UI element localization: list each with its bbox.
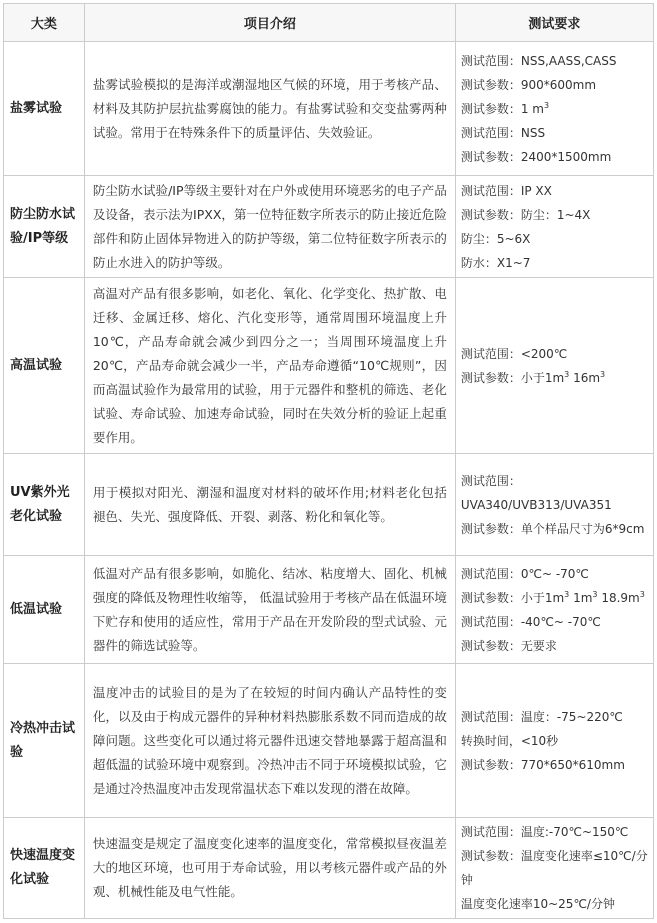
row-category: 冷热冲击试验 [4,664,85,818]
req-line: 测试范围：UVA340/UVB313/UVA351 [460,473,612,512]
table-header-row [4,4,654,42]
req-line: 测试参数：770*650*610mm [460,757,625,772]
table-row [4,556,654,664]
row-requirements [455,664,653,818]
req-line: 测试参数：防尘：1~4X [460,207,591,222]
req-line: 温度变化速率10~25℃/分钟 [460,897,615,911]
table-row [4,818,654,919]
req-line: 测试范围：0℃~ -70℃ [460,566,589,581]
req-line: 测试参数：2400*1500mm [460,149,612,164]
req-line: 测试参数：900*600mm [460,77,597,92]
req-line: 测试参数：小于$1m^3$ $16m^3$ [460,369,606,385]
req-line: 测试范围：<200℃ [460,346,568,361]
row-category: 盐雾试验 [4,42,85,176]
header-intro: 项目介绍 [84,4,455,42]
row-intro: 盐雾试验模拟的是海洋或潮湿地区气候的环境，用于考核产品、材料及其防护层抗盐雾腐蚀的能力。有盐雾试验和交变盐雾两种试验。常用于在特殊条件下的质量评估、失效验证。 [84,42,455,176]
row-intro: 快速温变是规定了温度变化速率的温度变化，常常模拟昼夜温差大的地区环境，也可用于寿命试验，用以考核元器件或产品的外观、机械性能及电气性能。 [84,818,455,919]
row-category: 防尘防水试验/IP等级 [4,176,85,278]
row-category: 高温试验 [4,278,85,454]
row-intro: 用于模拟对阳光、潮湿和温度对材料的破坏作用;材料老化包括褪色、失光、强度降低、开裂、剥落、粉化和氧化等。 [84,454,455,556]
table-row [4,176,654,278]
req-line: 测试范围：温度：-75~220℃ [460,709,623,724]
req-line: 测试范围：-40℃~ -70℃ [460,614,601,629]
req-line: 防尘：5~6X [460,231,531,246]
header-requirements: 测试要求 [455,4,653,42]
req-line: 测试参数：1 $m^3$ [460,100,550,116]
req-line: 测试参数：温度变化速率≤10℃/分钟 [460,849,648,887]
row-requirements [455,42,653,176]
row-intro: 温度冲击的试验目的是为了在较短的时间内确认产品特性的变化，以及由于构成元器件的异种材料热膨胀系数不同而造成的故障问题。这些变化可以通过将元器件迅速交替地暴露于超高温和超低温的试验环境中观察到。冷热冲击不同于环境模拟试验，它是通过冷热温度冲击发现常温状态下难以发现的潜在故障。 [84,664,455,818]
table-row [4,664,654,818]
row-category: 低温试验 [4,556,85,664]
row-requirements [455,818,653,919]
row-intro: 低温对产品有很多影响，如脆化、结冰、粘度增大、固化、机械强度的降低及物理性收缩等， 低温试验用于考核产品在低温环境下贮存和使用的适应性，常用于产品在开发阶段的型式试验、元器件的筛选试验等。 [84,556,455,664]
req-line: 测试参数：单个样品尺寸为6*9cm [460,521,645,536]
req-line: 测试范围：NSS [460,125,546,140]
row-requirements [455,454,653,556]
req-line: 测试范围：NSS,AASS,CASS [460,53,617,68]
row-requirements [455,176,653,278]
row-category: UV紫外光老化试验 [4,454,85,556]
table-row [4,42,654,176]
row-requirements [455,278,653,454]
req-line: 测试参数：无要求 [460,638,557,653]
test-items-table [3,3,654,919]
row-category: 快速温度变化试验 [4,818,85,919]
header-category: 大类 [4,4,85,42]
row-intro: 高温对产品有很多影响，如老化、氧化、化学变化、热扩散、电迁移、金属迁移、熔化、汽化变形等，通常周围环境温度上升10℃，产品寿命就会减少到四分之一；当周围环境温度上升20℃，产品寿命就会减少一半，产品寿命遵循“10℃规则”，因而高温试验作为最常用的试验，用于元器件和整机的筛选、老化试验、寿命试验、加速寿命试验，同时在失效分析的验证上起重要作用。 [84,278,455,454]
row-requirements [455,556,653,664]
table-row [4,278,654,454]
req-line: 防水：X1~7 [460,255,531,270]
req-line: 测试范围：温度:-70℃~150℃ [460,825,629,839]
req-line: 测试参数：小于$1m^3$ $1m^3$ $18.9m^3$ [460,589,645,605]
req-line: 转换时间，<10秒 [460,733,559,748]
row-intro: 防尘防水试验/IP等级主要针对在户外或使用环境恶劣的电子产品及设备，表示法为IPXX，第一位特征数字所表示的防止接近危险部件和防止固体异物进入的防护等级，第二位特征数字所表示的防止水进入的防护等级。 [84,176,455,278]
table-row [4,454,654,556]
req-line: 测试范围：IP XX [460,183,552,198]
